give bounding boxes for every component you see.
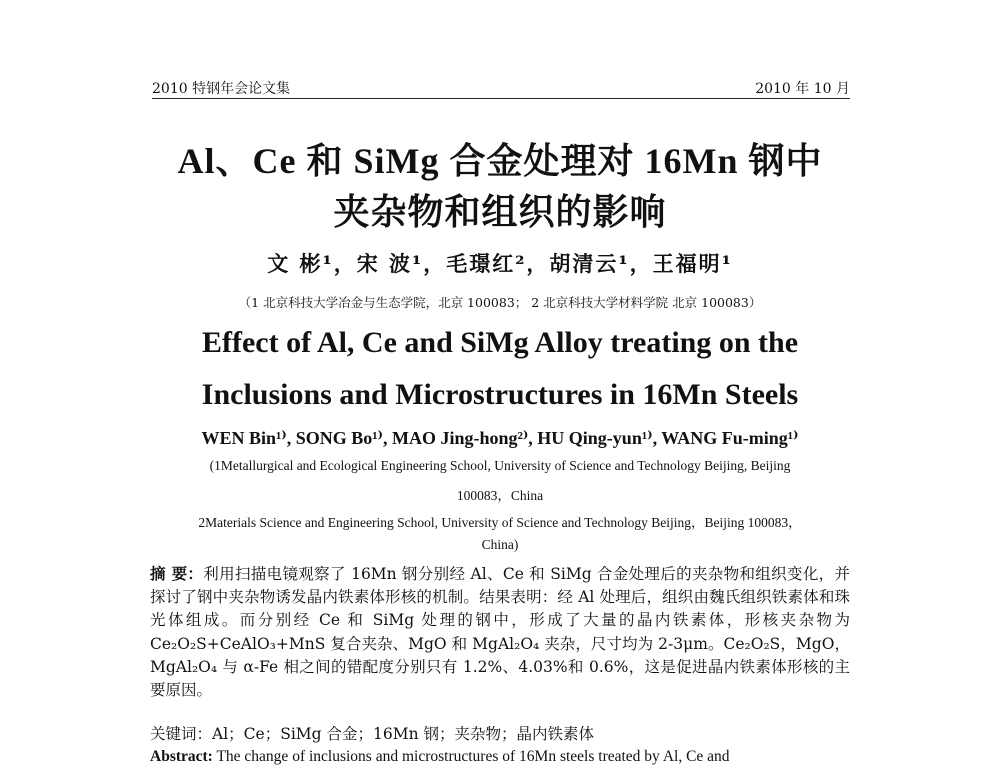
- abstract-cn-text: 利用扫描电镜观察了 16Mn 钢分别经 Al、Ce 和 SiMg 合金处理后的夹杂物和组织变化，并探讨了钢中夹杂物诱发晶内铁素体形核的机制。结果表明：经 Al 处理后，组织由魏氏组织铁素体和珠光体组成。而分别经 Ce 和 SiMg 处理的钢中，形成了大量的晶内铁素体，形核夹杂物为 Ce₂O₂S+CeAlO₃+MnS 复合夹杂、MgO 和 MgAl₂O₄ 夹杂，尺寸均为 2-3μm。Ce₂O₂S，MgO，MgAl₂O₄ 与 α-Fe 相之间的错配度分别只有 1.2%、4.03%和 0.6%，这是促进晶内铁素体形核的主要原因。: [150, 565, 850, 700]
- keywords-label: 关键词：: [150, 725, 213, 743]
- running-header: [152, 80, 850, 99]
- header-date: 2010 年 10 月: [755, 81, 850, 97]
- abstract-en-label: Abstract:: [150, 748, 213, 765]
- abstract-cn: [150, 562, 850, 702]
- keywords-cn: [150, 722, 850, 744]
- affiliation-en-line1: (1Metallurgical and Ecological Engineering School, University of Science and Technology Beijing, Beijing: [209, 458, 791, 473]
- title-en-line1: Effect of Al, Ce and SiMg Alloy treating on the: [201, 326, 799, 359]
- abstract-en: [150, 748, 850, 766]
- keywords-text: Al；Ce；SiMg 合金；16Mn 钢；夹杂物；晶内铁素体: [212, 725, 594, 743]
- header-proceedings-title: 2010 特钢年会论文集: [152, 81, 291, 97]
- title-cn-line1: Al、Ce 和 SiMg 合金处理对 16Mn 钢中: [177, 141, 823, 181]
- title-en-line2: Inclusions and Microstructures in 16Mn Steels: [201, 378, 799, 411]
- affiliation-en-line4: China): [481, 537, 519, 552]
- affiliation-en-line2: 100083，China: [456, 488, 544, 503]
- affiliation-en-line3: 2Materials Science and Engineering School, University of Science and Technology Beijing，Beijing 100083，: [198, 515, 802, 530]
- authors-cn: 文 彬¹，宋 波¹，毛璟红²，胡清云¹，王福明¹: [267, 251, 733, 276]
- title-cn-line2: 夹杂物和组织的影响: [333, 192, 667, 232]
- affiliation-cn: （1 北京科技大学冶金与生态学院，北京 100083； 2 北京科技大学材料学院 北京 100083）: [238, 295, 762, 310]
- abstract-cn-label: 摘 要：: [150, 564, 204, 583]
- authors-en: WEN Bin¹⁾, SONG Bo¹⁾, MAO Jing-hong²⁾, HU Qing-yun¹⁾, WANG Fu-ming¹⁾: [201, 428, 799, 448]
- abstract-en-text: The change of inclusions and microstructures of 16Mn steels treated by Al, Ce and: [216, 748, 730, 765]
